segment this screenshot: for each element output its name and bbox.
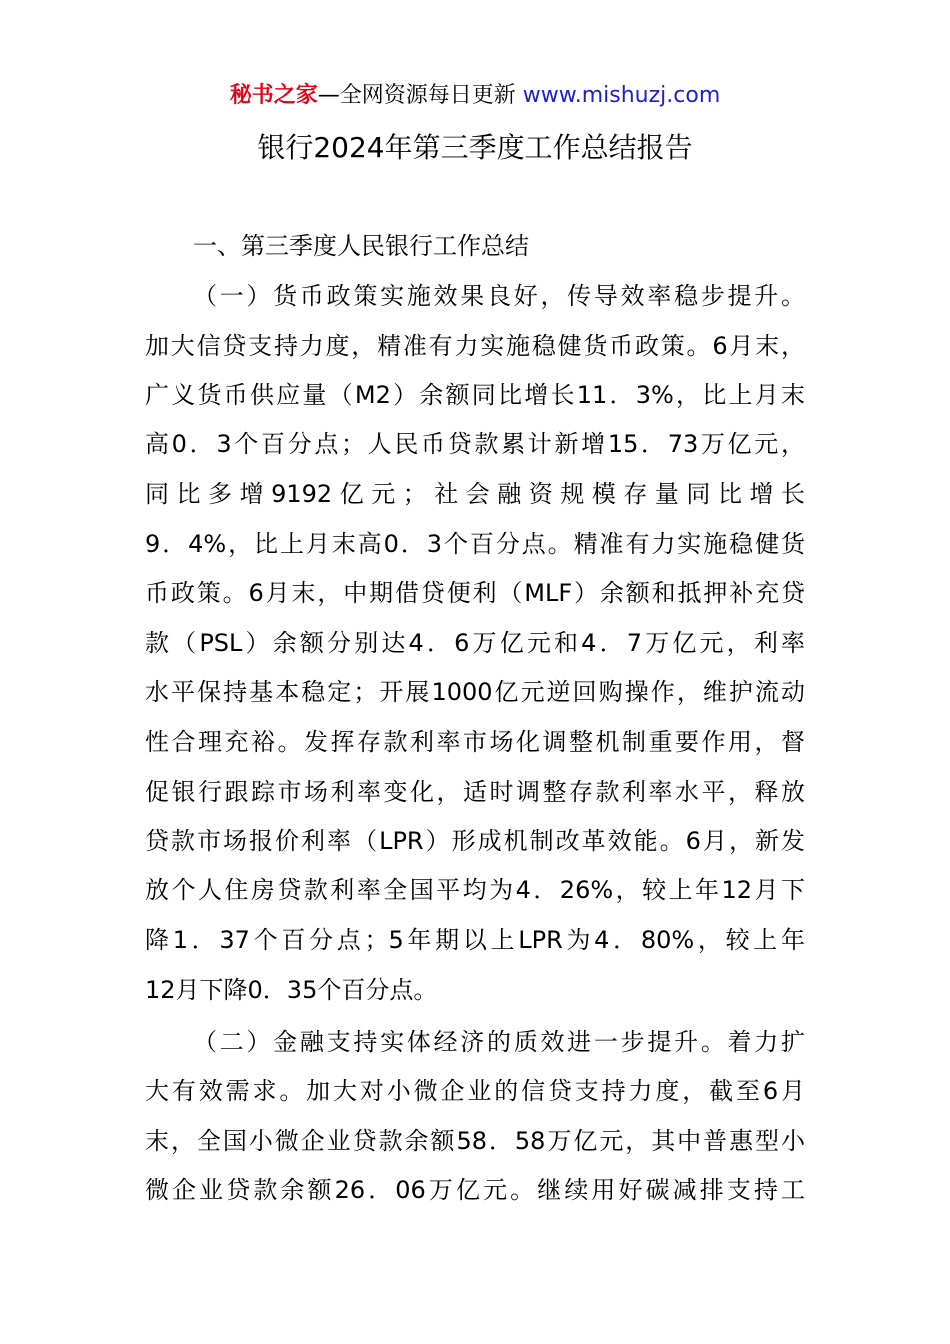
site-header (0, 82, 950, 110)
header-tagline: —全网资源每日更新 (317, 83, 523, 108)
paragraph-1-line: 降1．37个百分点；5年期以上LPR为4．80%，较上年 (145, 926, 805, 954)
paragraph-1-line: 高0．3个百分点；人民币贷款累计新增15．73万亿元， (145, 430, 805, 458)
paragraph-1-line: 币政策。6月末，中期借贷便利（MLF）余额和抵押补充贷 (145, 579, 805, 607)
paragraph-1-line: 水平保持基本稳定；开展1000亿元逆回购操作，维护流动 (145, 678, 805, 706)
document-title: 银行2024年第三季度工作总结报告 (257, 131, 693, 164)
section-heading: 一、第三季度人民银行工作总结 (193, 232, 529, 260)
paragraph-1-line: 9．4%，比上月末高0．3个百分点。精准有力实施稳健货 (145, 530, 805, 558)
paragraph-2-line: 微企业贷款余额26．06万亿元。继续用好碳减排支持工 (145, 1176, 805, 1204)
paragraph-1-line: 促银行跟踪市场利率变化，适时调整存款利率水平，释放 (145, 778, 805, 806)
paragraph-1-line: 放个人住房贷款利率全国平均为4．26%，较上年12月下 (145, 876, 805, 904)
paragraph-1-line: （一）货币政策实施效果良好，传导效率稳步提升。 (193, 282, 805, 310)
paragraph-1-line: 广义货币供应量（M2）余额同比增长11．3%，比上月末 (145, 381, 805, 409)
brand-name: 秘书之家 (229, 83, 318, 108)
paragraph-2-line: 大有效需求。加大对小微企业的信贷支持力度，截至6月 (145, 1077, 805, 1105)
site-url-link[interactable]: www.mishuzj.com (522, 83, 721, 108)
paragraph-1-line: 12月下降0．35个百分点。 (145, 976, 438, 1004)
paragraph-1-line: 同比多增9192亿元；社会融资规模存量同比增长 (145, 480, 805, 508)
paragraph-1-line: 款（PSL）余额分别达4．6万亿元和4．7万亿元，利率 (145, 629, 805, 657)
paragraph-2-line: 末，全国小微企业贷款余额58．58万亿元，其中普惠型小 (145, 1127, 805, 1155)
paragraph-1-line: 加大信贷支持力度，精准有力实施稳健货币政策。6月末， (145, 332, 805, 360)
paragraph-1-line: 贷款市场报价利率（LPR）形成机制改革效能。6月，新发 (145, 827, 805, 855)
paragraph-2-line: （二）金融支持实体经济的质效进一步提升。着力扩 (193, 1028, 805, 1056)
paragraph-1-line: 性合理充裕。发挥存款利率市场化调整机制重要作用，督 (145, 728, 805, 756)
